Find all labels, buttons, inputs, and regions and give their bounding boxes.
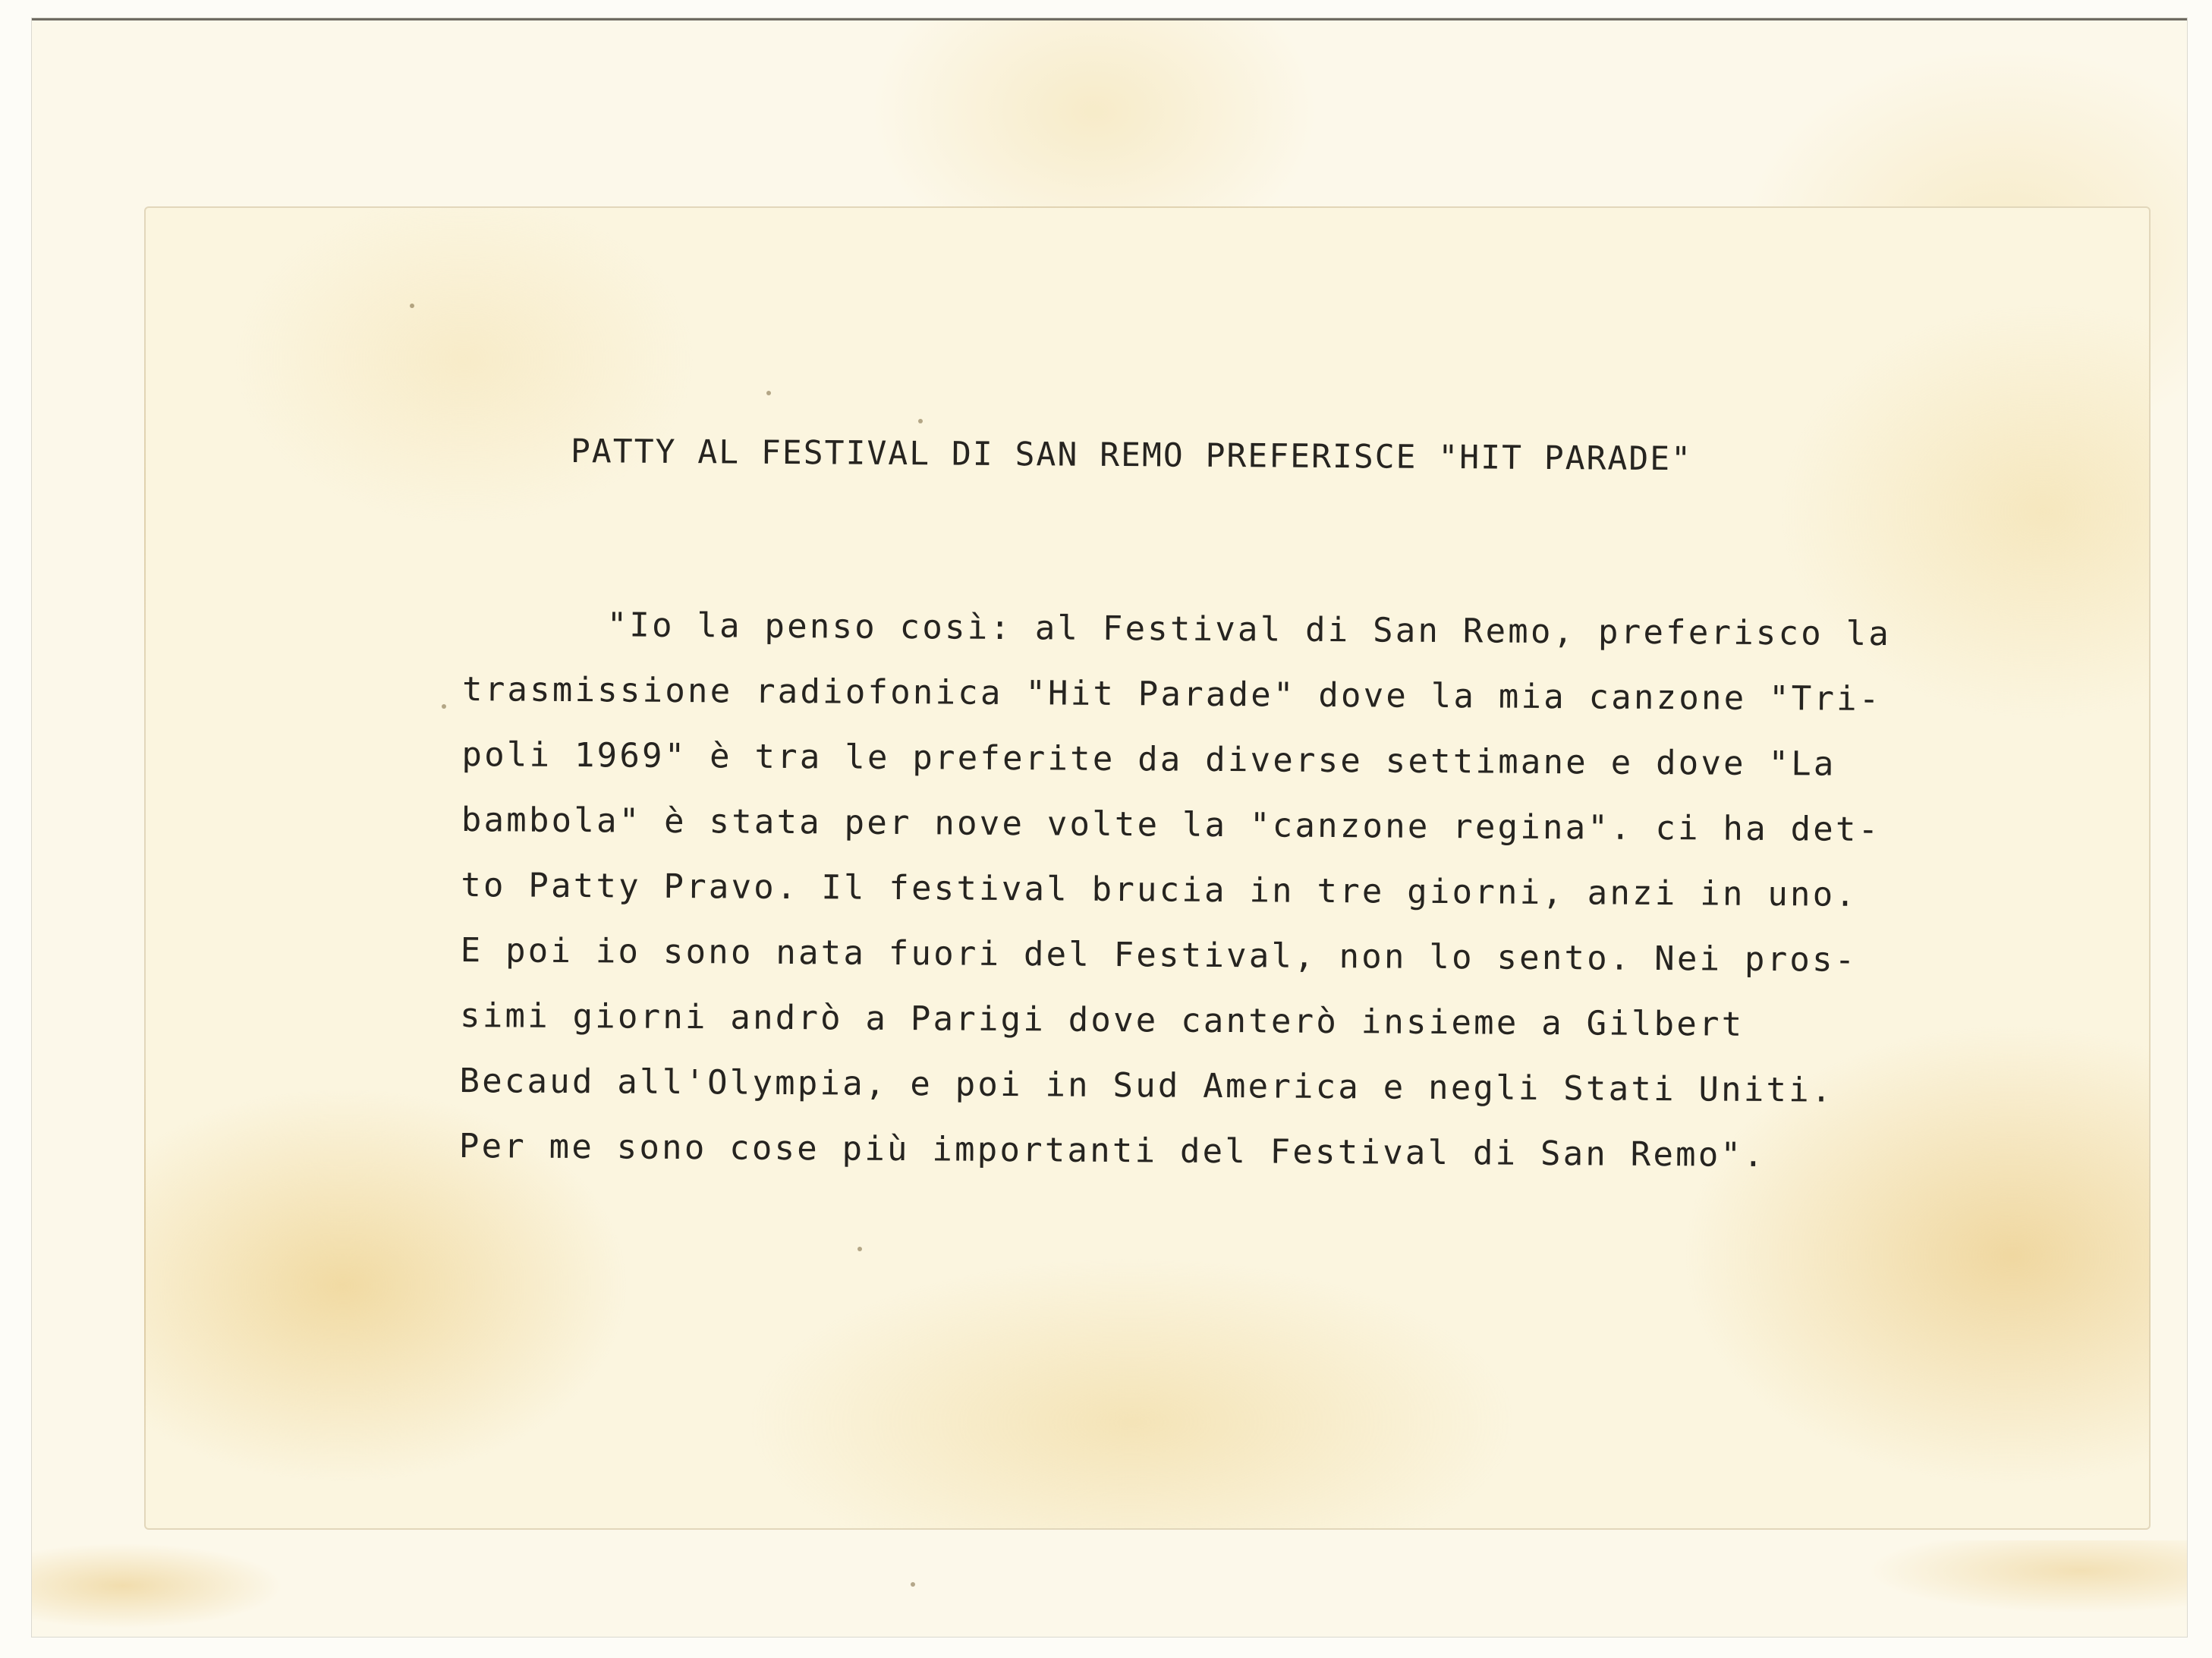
paper-speck [766, 391, 771, 395]
paper-stain [32, 1540, 2187, 1634]
paper-speck [911, 1582, 915, 1587]
body-line: bambola" è stata per nove volte la "canzone regina". ci ha det- [461, 800, 1881, 850]
document-body [459, 592, 1892, 1189]
body-line: to Patty Pravo. Il festival brucia in tre giorni, anzi in uno. [461, 865, 1858, 914]
body-line: E poi io sono nata fuori del Festival, non lo sento. Nei pros- [460, 930, 1858, 980]
body-line: Per me sono cose più importanti del Festival di San Remo". [458, 1126, 1767, 1175]
paper-speck [410, 304, 414, 308]
paper-speck [918, 419, 923, 423]
body-line: poli 1969" è tra le preferite da diverse settimane e dove "La [461, 735, 1836, 784]
body-line: Becaud all'Olympia, e poi in Sud America e negli Stati Uniti. [459, 1061, 1834, 1110]
document-title: PATTY AL FESTIVAL DI SAN REMO PREFERISCE "HIT PARADE" [570, 433, 1693, 479]
body-line: "Io la penso così: al Festival di San Remo, preferisco la [606, 606, 1892, 654]
paper-speck [857, 1247, 862, 1251]
body-line: simi giorni andrò a Parigi dove canterò insieme a Gilbert [459, 996, 1745, 1044]
paper-speck [442, 704, 446, 709]
body-line: trasmissione radiofonica "Hit Parade" dove la mia canzone "Tri- [461, 669, 1882, 719]
